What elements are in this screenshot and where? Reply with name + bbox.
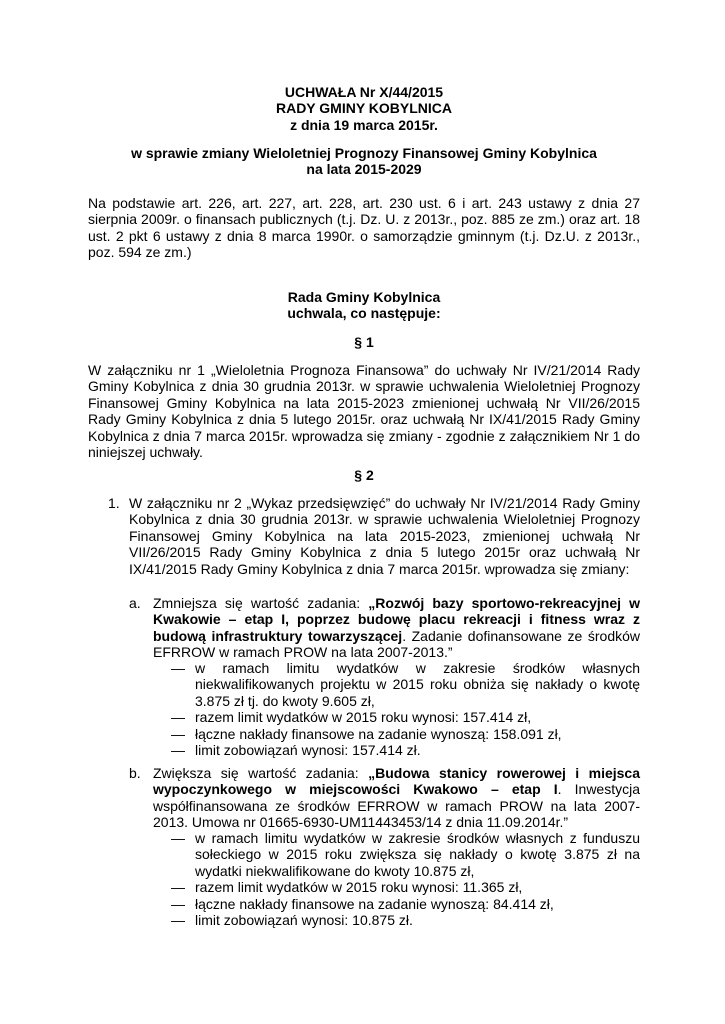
item-b-text	[153, 765, 640, 831]
dash-marker: —	[171, 895, 185, 912]
bullet-text: razem limit wydatków w 2015 roku wynosi: 11.365 zł,	[195, 879, 523, 896]
bullet-text: w ramach limitu wydatków w zakresie środków własnych niekwalifikowanych projektu w 2015 roku obniża się nakłady o kwotę 3.875 zł tj. do kwoty 9.605 zł,	[195, 660, 640, 709]
dash-marker: —	[171, 725, 185, 742]
item-a-tail: . Zadanie dofinansowane ze środków EFRROW w ramach PROW na lata 2007-2013.”	[153, 627, 640, 661]
section-2-heading: § 2	[354, 467, 374, 483]
bullet-text: razem limit wydatków w 2015 roku wynosi: 157.414 zł,	[195, 709, 532, 726]
resolution-title: UCHWAŁA Nr X/44/2015	[284, 84, 444, 100]
list-item	[171, 879, 640, 895]
bullet-text: limit zobowiązań wynosi: 157.414 zł.	[195, 742, 421, 759]
legal-basis-paragraph: Na podstawie art. 226, art. 227, art. 228, art. 230 ust. 6 i art. 243 ustawy z dnia 27 sierpnia 2009r. o finansach publicznych (t.j. Dz. U. z 2013r., poz. 885 ze zm.) oraz art. 18 ust. 2 pkt 6 ustawy z dnia 8 marca 1990r. o samorządzie gminnym (t.j. Dz.U. z 2013r., poz. 594 ze zm.)	[88, 195, 640, 261]
resolution-date: z dnia 19 marca 2015r.	[290, 117, 438, 133]
section-1-text: W załączniku nr 1 „Wieloletnia Prognoza Finansowa” do uchwały Nr IV/21/2014 Rady Gminy Kobylnica z dnia 30 grudnia 2013r. w sprawie uchwalenia Wieloletniej Prognozy Finansowej Gminy Kobylnica na lata 2015-2023 zmienionej uchwałą Nr VII/26/2015 Rady Gminy Kobylnica z dnia 5 lutego 2015r. oraz uchwałą Nr IX/41/2015 Rady Gminy Kobylnica z dnia 7 marca 2015r. wprowadza się zmiany - zgodnie z załącznikiem Nr 1 do niniejszej uchwały.	[88, 362, 640, 461]
list-item	[171, 912, 640, 928]
item-a-task-name: „Rozwój bazy sportowo-rekreacyjnej w Kwakowie – etap I, poprzez budowę placu rekreacji i fitness wraz z budową infrastruktury towarzyszącej	[153, 595, 640, 644]
list-item	[171, 896, 640, 912]
item-b-bullet-list	[171, 830, 640, 928]
bullet-text: łączne nakłady finansowe na zadanie wynoszą: 158.091 zł,	[195, 725, 562, 742]
bullet-text: w ramach limitu wydatków w zakresie środków własnych z funduszu sołeckiego w 2015 roku zwiększa się nakłady o kwotę 3.875 zł na wydatki niekwalifikowane do kwoty 10.875 zł,	[195, 830, 640, 879]
dash-marker: —	[171, 912, 185, 929]
bullet-text: łączne nakłady finansowe na zadanie wynoszą: 84.414 zł,	[195, 895, 554, 912]
council-name: Rada Gminy Kobylnica	[287, 289, 441, 305]
item-b-lead: Zwiększa się wartość zadania:	[153, 765, 369, 781]
list-item	[171, 709, 640, 725]
resolution-years: na lata 2015-2029	[306, 161, 422, 177]
section-1-heading: § 1	[354, 334, 374, 350]
item-b-tail: . Inwestycja współfinansowana ze środków EFRROW w ramach PROW na lata 2007-2013. Umowa nr 01665-6930-UM11443453/14 z dnia 11.09.2014r.”	[153, 781, 640, 831]
item-a-letter: a.	[129, 595, 141, 611]
item-b-task-name: „Budowa stanicy rowerowej i miejsca wypoczynkowego w miejscowości Kwakowo – etap I	[153, 765, 640, 798]
item-b-letter: b.	[129, 765, 141, 781]
item-1-text: W załączniku nr 2 „Wykaz przedsięwzięć” do uchwały Nr IV/21/2014 Rady Gminy Kobylnica z dnia 30 grudnia 2013r. w sprawie uchwalenia Wieloletniej Prognozy Finansowej Gminy Kobylnica na lata 2015-2023, zmienionej uchwałą Nr VII/26/2015 Rady Gminy Kobylnica z dnia 5 lutego 2015r oraz uchwałą Nr IX/41/2015 Rady Gminy Kobylnica z dnia 7 marca 2015r. wprowadza się zmiany:	[129, 495, 640, 577]
item-a-text	[153, 595, 640, 661]
dash-marker: —	[171, 660, 185, 676]
list-item	[171, 742, 640, 758]
item-a-bullet-list	[171, 660, 640, 758]
council-decides: uchwala, co następuje:	[287, 305, 441, 321]
dash-marker: —	[171, 830, 185, 846]
dash-marker: —	[171, 742, 185, 759]
bullet-text: limit zobowiązań wynosi: 10.875 zł.	[195, 912, 413, 929]
council-heading: RADY GMINY KOBYLNICA	[275, 100, 453, 116]
dash-marker: —	[171, 879, 185, 896]
dash-marker: —	[171, 709, 185, 726]
resolution-subject: w sprawie zmiany Wieloletniej Prognozy Finansowej Gminy Kobylnica	[131, 145, 597, 161]
item-1-number: 1.	[108, 495, 120, 511]
item-a-lead: Zmniejsza się wartość zadania:	[153, 595, 369, 611]
list-item	[171, 830, 640, 879]
list-item	[171, 726, 640, 742]
list-item	[171, 660, 640, 709]
